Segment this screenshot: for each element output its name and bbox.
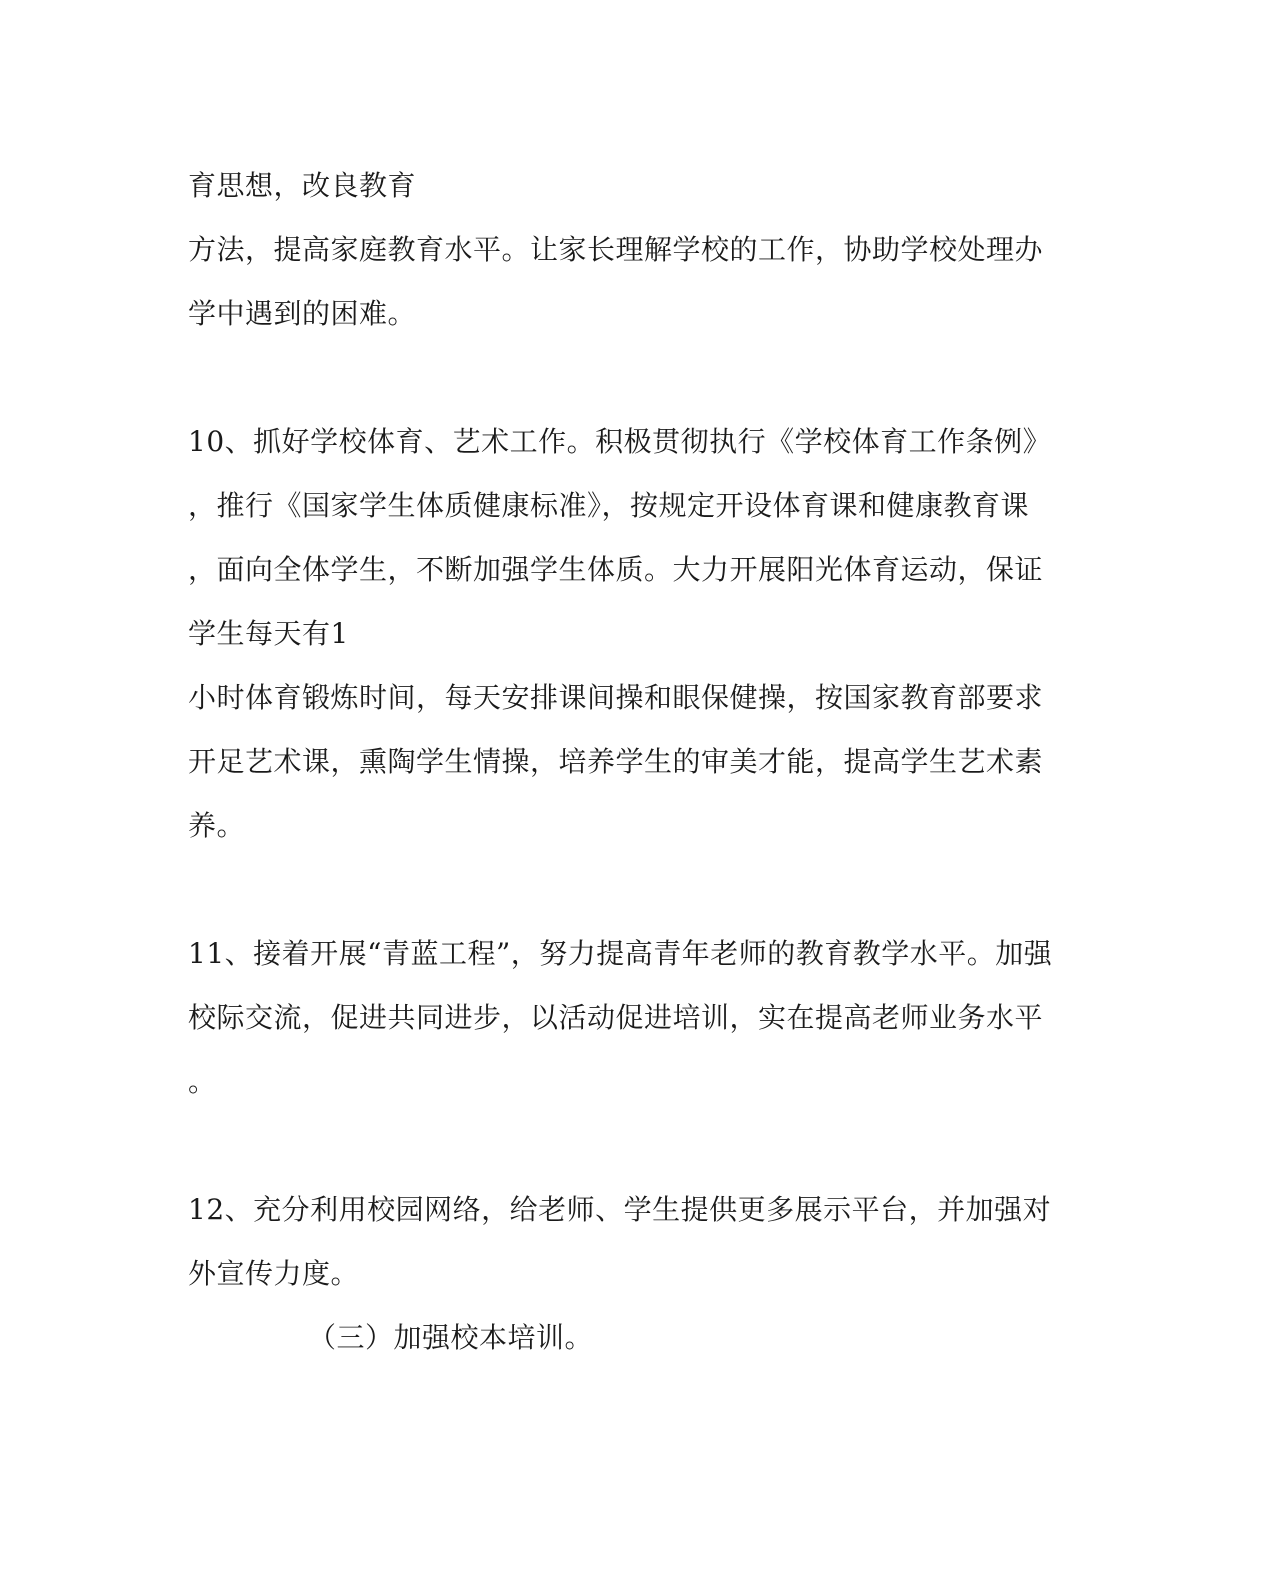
text-line: 开足艺术课，熏陶学生情操，培养学生的审美才能，提高学生艺术素 (188, 745, 1044, 778)
text-line: 外宣传力度。 (188, 1257, 360, 1290)
text-line: 11、接着开展“青蓝工程”，努力提高青年老师的教育教学水平。加强 (188, 937, 1053, 970)
text-line: 校际交流，促进共同进步，以活动促进培训，实在提高老师业务水平 (188, 1001, 1044, 1034)
text-line: 学生每天有1 (188, 617, 349, 650)
text-line: 小时体育锻炼时间，每天安排课间操和眼保健操，按国家教育部要求 (188, 681, 1044, 714)
text-line: ，推行《国家学生体质健康标准》，按规定开设体育课和健康教育课 (188, 489, 1030, 522)
text-line: 学中遇到的困难。 (188, 297, 417, 330)
text-line: ，面向全体学生，不断加强学生体质。大力开展阳光体育运动，保证 (188, 553, 1044, 586)
text-line: 12、充分利用校园网络，给老师、学生提供更多展示平台，并加强对 (188, 1193, 1052, 1226)
text-line: 方法，提高家庭教育水平。让家长理解学校的工作，协助学校处理办 (188, 233, 1044, 266)
text-line: 10、抓好学校体育、艺术工作。积极贯彻执行《学校体育工作条例》 (188, 425, 1052, 458)
text-line: 养。 (188, 809, 246, 842)
section-heading: （三）加强校本培训。 (308, 1321, 594, 1354)
text-line: 育思想，改良教育 (188, 169, 417, 202)
text-line: 。 (188, 1065, 217, 1098)
